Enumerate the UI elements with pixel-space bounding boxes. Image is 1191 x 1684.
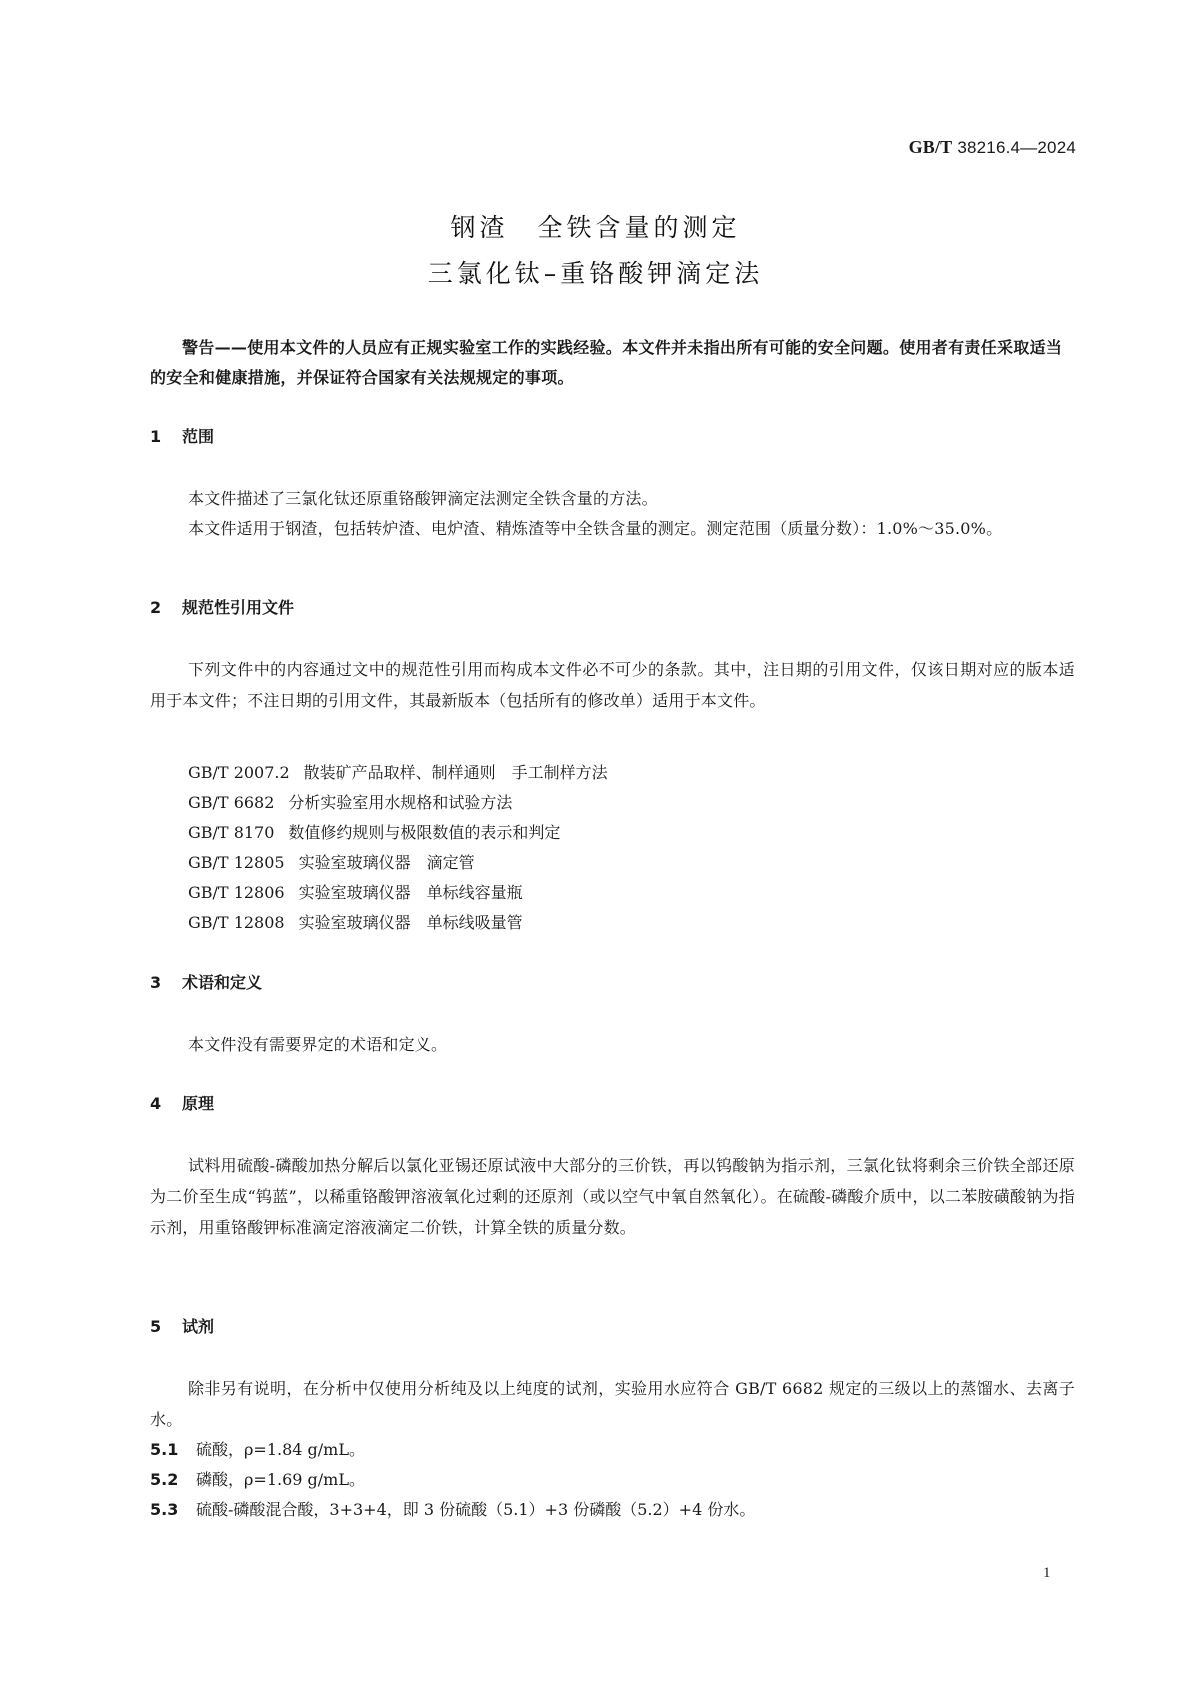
reference-item [188, 850, 475, 873]
section-heading-principle [150, 1091, 214, 1114]
page-number: 1 [1043, 1565, 1051, 1581]
section-title: 规范性引用文件 [182, 598, 295, 617]
item-text: 硫酸，ρ=1.84 g/mL。 [196, 1440, 365, 1459]
item-number: 5.2 [150, 1470, 179, 1489]
item-number: 5.1 [150, 1440, 179, 1459]
standard-code [909, 137, 1076, 158]
terms-paragraph: 本文件没有需要界定的术语和定义。 [188, 1035, 448, 1054]
section-number: 5 [150, 1317, 162, 1336]
reference-code: GB/T 12806 [188, 883, 285, 902]
section-number: 2 [150, 598, 162, 617]
reference-code: GB/T 6682 [188, 793, 275, 812]
principle-paragraph: 试料用硫酸-磷酸加热分解后以氯化亚锡还原试液中大部分的三价铁，再以钨酸钠为指示剂，三氯化钛将剩余三价铁全部还原为二价至生成“钨蓝”，以稀重铬酸钾溶液氧化过剩的还原剂（或以空气中氧自然氧化）。在硫酸-磷酸介质中，以二苯胺磺酸钠为指示剂，用重铬酸钾标准滴定溶液滴定二价铁，计算全铁的质量分数。 [150, 1156, 1075, 1237]
reference-title: 实验室玻璃仪器 单标线容量瓶 [298, 883, 523, 902]
section-title: 术语和定义 [182, 973, 263, 992]
document-title-line1: 钢渣 全铁含量的测定 [450, 213, 741, 242]
reagent-item [150, 1437, 365, 1460]
section-title: 原理 [182, 1094, 215, 1113]
section-heading-normative-references [150, 595, 294, 618]
scope-paragraph-2: 本文件适用于钢渣，包括转炉渣、电炉渣、精炼渣等中全铁含量的测定。测定范围（质量分数）：1.0%～35.0%。 [188, 519, 1003, 538]
reference-title: 分析实验室用水规格和试验方法 [288, 793, 513, 812]
standard-prefix: GB/T [908, 137, 953, 157]
section-number: 1 [150, 427, 162, 446]
references-intro-paragraph: 下列文件中的内容通过文中的规范性引用而构成本文件必不可少的条款。其中，注日期的引用文件，仅该日期对应的版本适用于本文件；不注日期的引用文件，其最新版本（包括所有的修改单）适用于本文件。 [150, 660, 1075, 710]
standard-number: 38216.4—2024 [952, 138, 1076, 157]
section-heading-terms [150, 970, 262, 993]
reference-item [188, 910, 523, 933]
reference-code: GB/T 12805 [188, 853, 285, 872]
section-number: 4 [150, 1094, 162, 1113]
section-title: 范围 [182, 427, 215, 446]
document-title-line2: 三氯化钛–重铬酸钾滴定法 [427, 259, 764, 288]
item-text: 硫酸-磷酸混合酸，3+3+4，即 3 份硫酸（5.1）+3 份磷酸（5.2）+4 份水。 [196, 1500, 756, 1519]
section-heading-reagents [150, 1314, 214, 1337]
reagent-item [150, 1467, 365, 1490]
reference-title: 数值修约规则与极限数值的表示和判定 [288, 823, 561, 842]
safety-warning: 警告——使用本文件的人员应有正规实验室工作的实践经验。本文件并未指出所有可能的安全问题。使用者有责任采取适当的安全和健康措施，并保证符合国家有关法规规定的事项。 [150, 338, 1063, 387]
item-text: 磷酸，ρ=1.69 g/mL。 [196, 1470, 365, 1489]
reagents-paragraph: 除非另有说明，在分析中仅使用分析纯及以上纯度的试剂，实验用水应符合 GB/T 6682 规定的三级以上的蒸馏水、去离子水。 [150, 1379, 1075, 1429]
section-title: 试剂 [182, 1317, 215, 1336]
reference-item [188, 880, 523, 903]
reference-title: 实验室玻璃仪器 单标线吸量管 [298, 913, 523, 932]
reagent-item [150, 1497, 755, 1520]
reference-code: GB/T 2007.2 [188, 763, 290, 782]
scope-paragraph-1: 本文件描述了三氯化钛还原重铬酸钾滴定法测定全铁含量的方法。 [188, 489, 658, 508]
reference-code: GB/T 12808 [188, 913, 285, 932]
reference-item [188, 790, 512, 813]
reference-title: 散装矿产品取样、制样通则 手工制样方法 [303, 763, 608, 782]
reference-item [188, 760, 608, 783]
reference-title: 实验室玻璃仪器 滴定管 [298, 853, 475, 872]
reference-code: GB/T 8170 [188, 823, 275, 842]
reference-item [188, 820, 560, 843]
item-number: 5.3 [150, 1500, 179, 1519]
section-number: 3 [150, 973, 162, 992]
section-heading-scope [150, 424, 214, 447]
